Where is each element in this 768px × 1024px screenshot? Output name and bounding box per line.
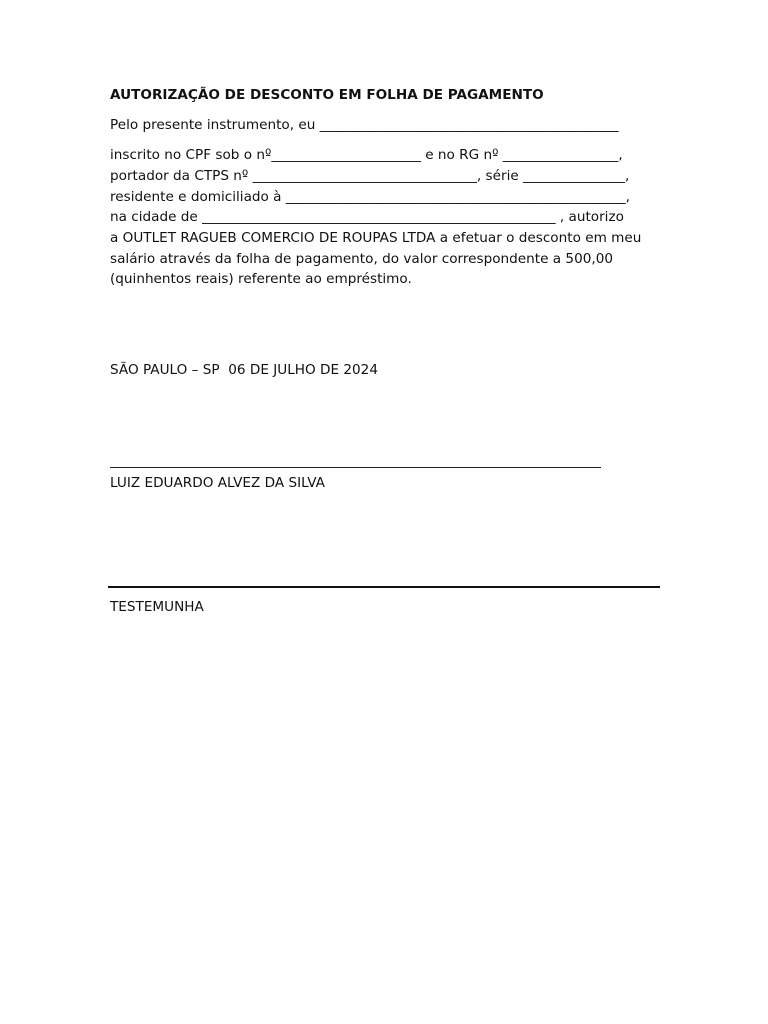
signature-line bbox=[110, 467, 601, 468]
body-line-amount: (quinhentos reais) referente ao empréstimo. bbox=[110, 271, 412, 287]
body-line-intro: Pelo presente instrumento, eu ____________________________________________ bbox=[110, 117, 619, 133]
body-line-company: a OUTLET RAGUEB COMERCIO DE ROUPAS LTDA a efetuar o desconto em meu bbox=[110, 230, 642, 246]
body-line-residence: residente e domiciliado à __________________________________________________, bbox=[110, 189, 631, 205]
body-line-cpf-rg: inscrito no CPF sob o nº______________________ e no RG nº _________________, bbox=[110, 147, 623, 163]
place-date: SÃO PAULO – SP 06 DE JULHO DE 2024 bbox=[110, 362, 378, 378]
witness-signature-line bbox=[108, 586, 660, 588]
body-line-city: na cidade de ____________________________________________________ , autorizo bbox=[110, 209, 624, 225]
body-line-salary: salário através da folha de pagamento, do valor correspondente a 500,00 bbox=[110, 251, 614, 267]
body-line-ctps: portador da CTPS nº _________________________________, série _______________, bbox=[110, 168, 630, 184]
witness-label: TESTEMUNHA bbox=[110, 599, 204, 615]
document-title: AUTORIZAÇÃO DE DESCONTO EM FOLHA DE PAGAMENTO bbox=[110, 87, 544, 103]
signatory-name: LUIZ EDUARDO ALVEZ DA SILVA bbox=[110, 475, 325, 491]
